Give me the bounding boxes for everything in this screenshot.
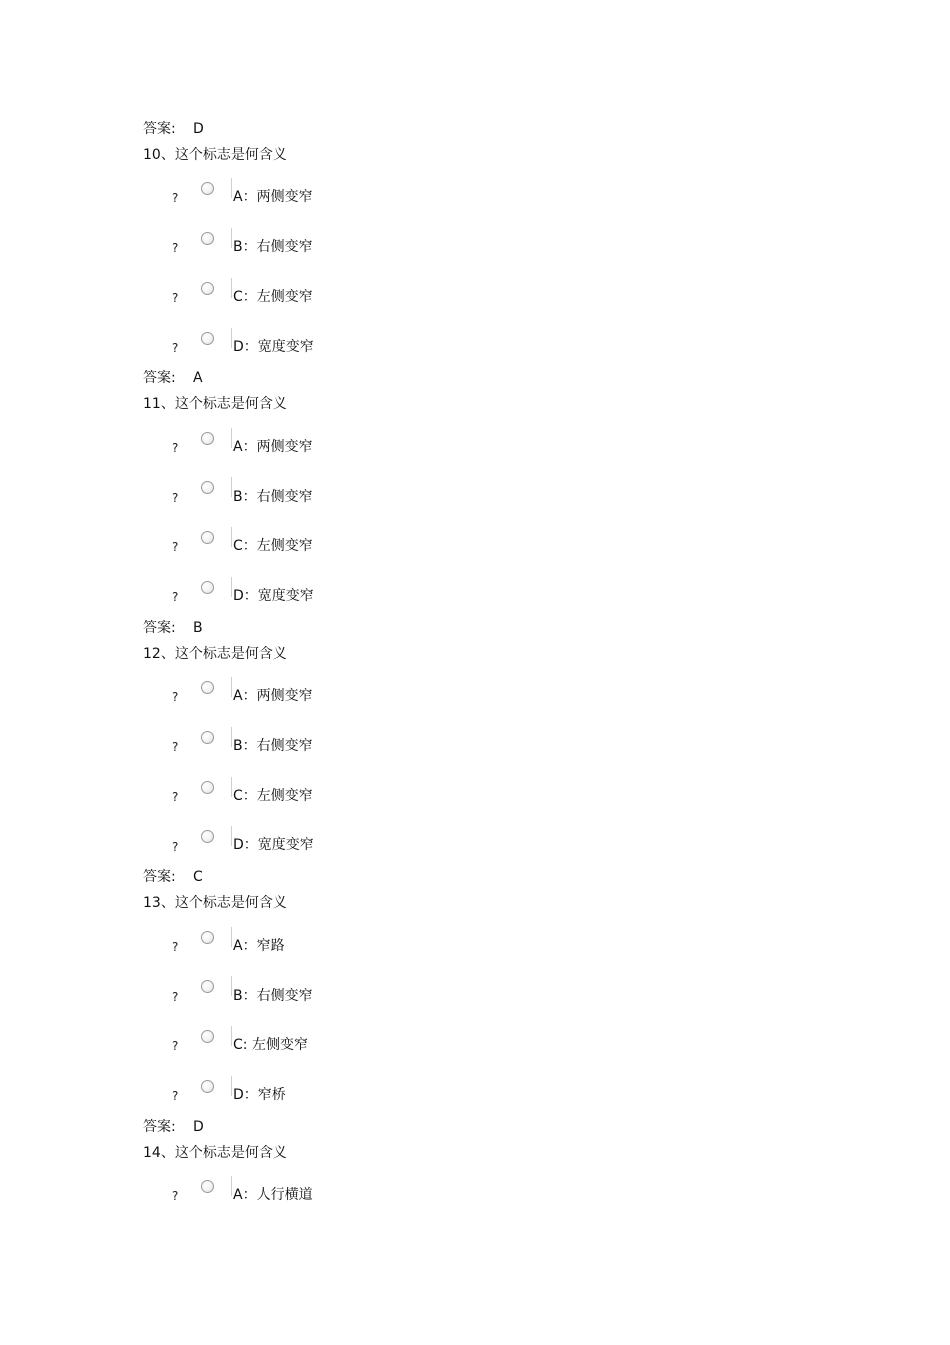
option-divider: [231, 677, 232, 697]
option-text: A：两侧变窄: [233, 189, 313, 205]
option-text: C：左侧变窄: [233, 289, 313, 305]
option-divider: [231, 428, 232, 448]
option-marker: ?: [172, 291, 179, 305]
option-marker: ?: [172, 241, 179, 255]
option-text: D：宽度变窄: [233, 837, 314, 853]
option-divider: [231, 1076, 232, 1096]
radio-button[interactable]: [201, 432, 214, 445]
option-divider: [231, 527, 232, 547]
option-divider: [231, 727, 232, 747]
answer-value: D: [193, 1119, 204, 1135]
radio-button[interactable]: [201, 182, 214, 195]
radio-button[interactable]: [201, 282, 214, 295]
answer-label: 答案:: [143, 121, 176, 137]
option-text: A：两侧变窄: [233, 439, 313, 455]
option-marker: ?: [172, 491, 179, 505]
option-divider: [231, 228, 232, 248]
option-text: C：左侧变窄: [233, 788, 313, 804]
option-divider: [231, 826, 232, 846]
option-marker: ?: [172, 740, 179, 754]
option-text: B：右侧变窄: [233, 239, 313, 255]
option-text: C: 左侧变窄: [233, 1037, 308, 1053]
answer-label: 答案:: [143, 1119, 176, 1135]
option-text: D：宽度变窄: [233, 588, 314, 604]
radio-button[interactable]: [201, 1180, 214, 1193]
answer-value: D: [193, 121, 204, 137]
radio-button[interactable]: [201, 980, 214, 993]
answer-line: [143, 120, 204, 138]
option-marker: ?: [172, 441, 179, 455]
option-divider: [231, 777, 232, 797]
question-title: 11、这个标志是何含义: [143, 396, 287, 412]
option-divider: [231, 927, 232, 947]
answer-label: 答案:: [143, 370, 176, 386]
radio-button[interactable]: [201, 232, 214, 245]
answer-line: [143, 619, 203, 637]
option-text: A：两侧变窄: [233, 688, 313, 704]
answer-line: [143, 1118, 204, 1136]
option-text: D：宽度变窄: [233, 339, 314, 355]
question-title: 12、这个标志是何含义: [143, 646, 287, 662]
option-divider: [231, 278, 232, 298]
answer-value: A: [193, 370, 203, 386]
answer-label: 答案:: [143, 869, 176, 885]
option-divider: [231, 1026, 232, 1046]
option-divider: [231, 1176, 232, 1196]
option-marker: ?: [172, 840, 179, 854]
question-title: 10、这个标志是何含义: [143, 147, 287, 163]
option-marker: ?: [172, 990, 179, 1004]
radio-button[interactable]: [201, 781, 214, 794]
option-marker: ?: [172, 690, 179, 704]
answer-line: [143, 868, 203, 886]
radio-button[interactable]: [201, 731, 214, 744]
option-marker: ?: [172, 590, 179, 604]
answer-value: B: [193, 620, 203, 636]
radio-button[interactable]: [201, 1080, 214, 1093]
radio-button[interactable]: [201, 531, 214, 544]
option-text: C：左侧变窄: [233, 538, 313, 554]
option-divider: [231, 178, 232, 198]
option-text: B：右侧变窄: [233, 489, 313, 505]
option-text: A：窄路: [233, 938, 285, 954]
option-text: D：窄桥: [233, 1087, 286, 1103]
option-divider: [231, 577, 232, 597]
answer-line: [143, 369, 203, 387]
option-text: A：人行横道: [233, 1187, 313, 1203]
radio-button[interactable]: [201, 581, 214, 594]
option-marker: ?: [172, 540, 179, 554]
radio-button[interactable]: [201, 481, 214, 494]
option-divider: [231, 477, 232, 497]
answer-label: 答案:: [143, 620, 176, 636]
option-marker: ?: [172, 1089, 179, 1103]
option-text: B：右侧变窄: [233, 738, 313, 754]
radio-button[interactable]: [201, 332, 214, 345]
option-text: B：右侧变窄: [233, 988, 313, 1004]
option-marker: ?: [172, 341, 179, 355]
option-divider: [231, 976, 232, 996]
option-marker: ?: [172, 940, 179, 954]
question-title: 14、这个标志是何含义: [143, 1145, 287, 1161]
answer-value: C: [193, 869, 203, 885]
option-divider: [231, 328, 232, 348]
option-marker: ?: [172, 1189, 179, 1203]
question-title: 13、这个标志是何含义: [143, 895, 287, 911]
radio-button[interactable]: [201, 1030, 214, 1043]
radio-button[interactable]: [201, 830, 214, 843]
radio-button[interactable]: [201, 681, 214, 694]
option-marker: ?: [172, 191, 179, 205]
radio-button[interactable]: [201, 931, 214, 944]
option-marker: ?: [172, 1039, 179, 1053]
option-marker: ?: [172, 790, 179, 804]
